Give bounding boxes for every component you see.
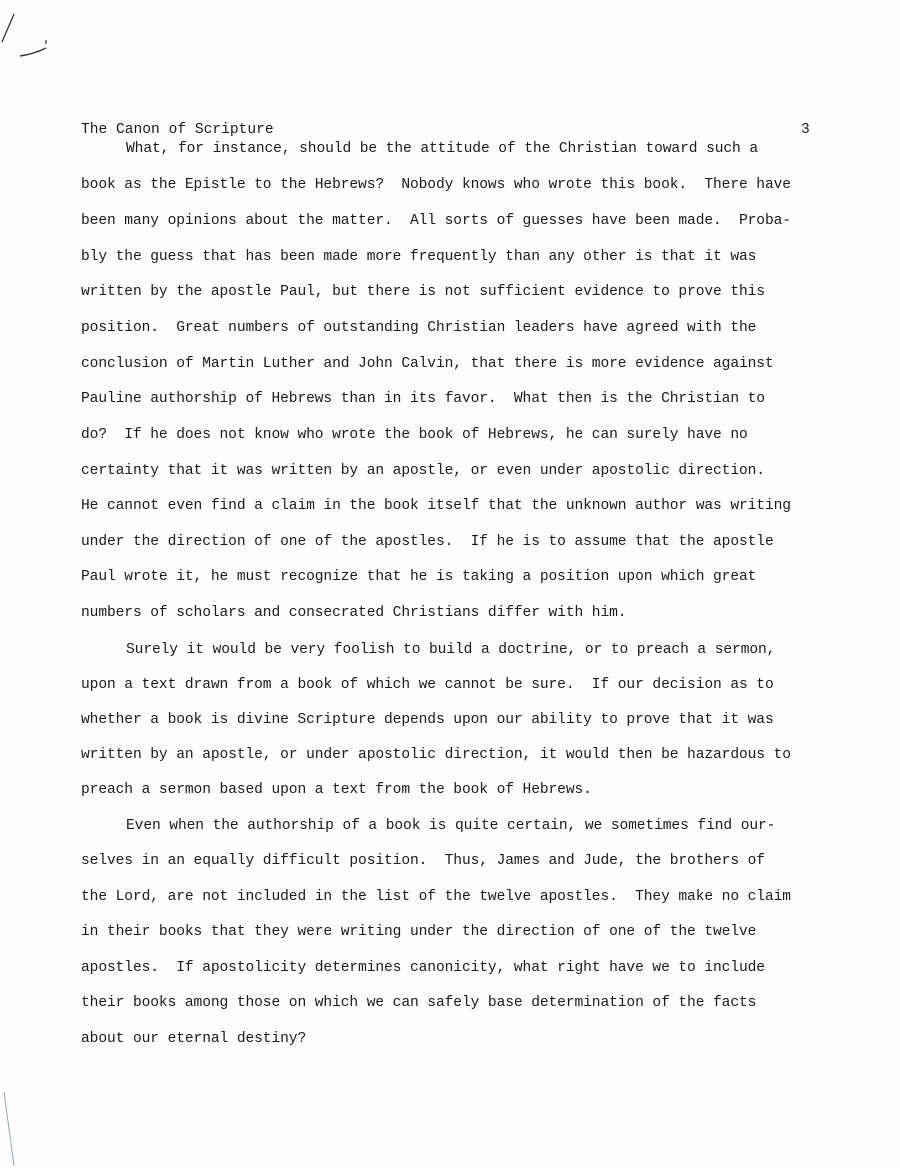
text-line: selves in an equally difficult position. Thus, James and Jude, the brothers of — [81, 853, 765, 869]
text-line: under the direction of one of the apostles. If he is to assume that the apostle — [81, 534, 774, 550]
text-line: What, for instance, should be the attitude of the Christian toward such a — [126, 141, 759, 157]
text-line: book as the Epistle to the Hebrews? Nobody knows who wrote this book. There have — [81, 177, 791, 193]
text-line: the Lord, are not included in the list of the twelve apostles. They make no claim — [81, 889, 791, 905]
text-line: numbers of scholars and consecrated Christians differ with him. — [81, 605, 627, 621]
text-line: about our eternal destiny? — [81, 1031, 307, 1047]
header-title: The Canon of Scripture — [81, 122, 274, 138]
pen-stroke-mark — [0, 0, 90, 70]
text-line: do? If he does not know who wrote the book of Hebrews, he can surely have no — [81, 427, 748, 443]
text-line: Paul wrote it, he must recognize that he is taking a position upon which great — [81, 569, 757, 585]
text-line: written by the apostle Paul, but there is not sufficient evidence to prove this — [81, 284, 765, 300]
text-line: bly the guess that has been made more frequently than any other is that it was — [81, 249, 757, 265]
text-line: position. Great numbers of outstanding Christian leaders have agreed with the — [81, 320, 757, 336]
text-line: preach a sermon based upon a text from the book of Hebrews. — [81, 782, 592, 798]
text-line: whether a book is divine Scripture depends upon our ability to prove that it was — [81, 712, 774, 728]
text-line: Even when the authorship of a book is quite certain, we sometimes find our- — [126, 818, 776, 834]
text-line: certainty that it was written by an apostle, or even under apostolic direction. — [81, 463, 765, 479]
text-line: conclusion of Martin Luther and John Calvin, that there is more evidence against — [81, 356, 774, 372]
text-line: He cannot even find a claim in the book itself that the unknown author was writing — [81, 498, 791, 514]
margin-stroke-mark — [0, 1090, 30, 1168]
text-line: their books among those on which we can safely base determination of the facts — [81, 995, 757, 1011]
page-number: 3 — [801, 122, 810, 138]
text-line: written by an apostle, or under apostolic direction, it would then be hazardous to — [81, 747, 791, 763]
text-line: been many opinions about the matter. All sorts of guesses have been made. Proba- — [81, 213, 791, 229]
text-line: Pauline authorship of Hebrews than in its favor. What then is the Christian to — [81, 391, 765, 407]
text-line: Surely it would be very foolish to build a doctrine, or to preach a sermon, — [126, 642, 776, 658]
text-line: upon a text drawn from a book of which we cannot be sure. If our decision as to — [81, 677, 774, 693]
text-line: in their books that they were writing under the direction of one of the twelve — [81, 924, 757, 940]
text-line: apostles. If apostolicity determines canonicity, what right have we to include — [81, 960, 765, 976]
